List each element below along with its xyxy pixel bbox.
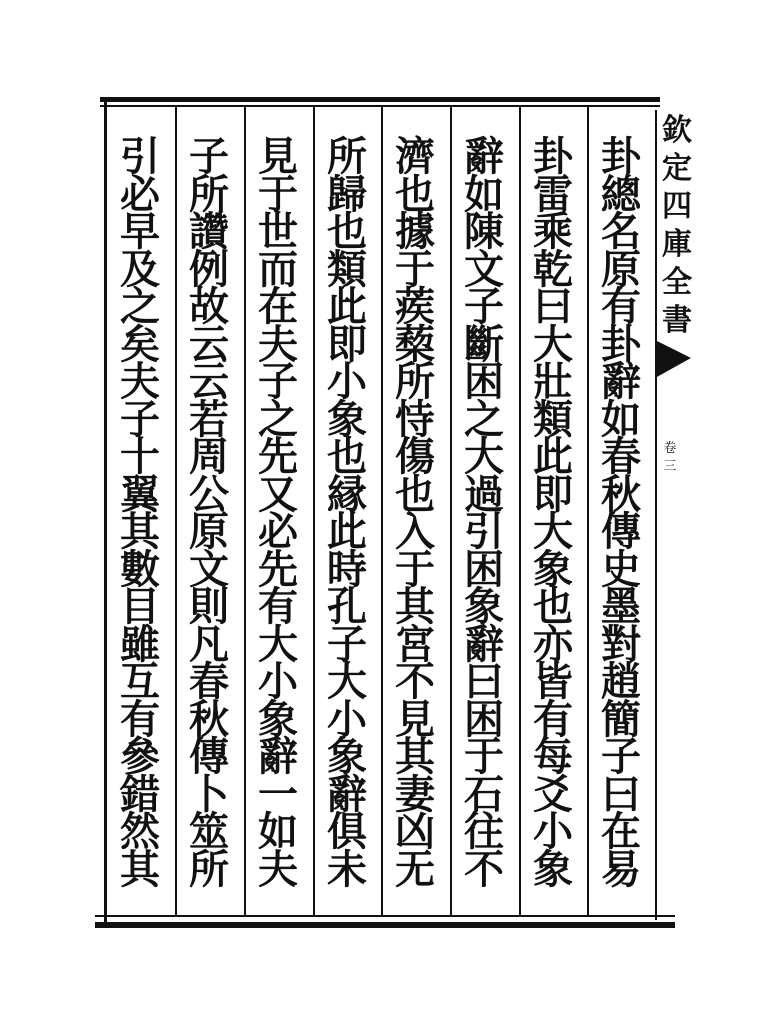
column-character: 也 (327, 208, 367, 255)
column-character: 其 (120, 845, 160, 893)
column-character: 象 (258, 695, 298, 743)
column-character: 夫 (258, 845, 298, 893)
column-character: 也 (327, 433, 367, 480)
column-character: 早 (120, 208, 160, 255)
column-character: 凶 (395, 808, 435, 855)
column-character: 卦 (601, 320, 641, 368)
column-character: 蔾 (395, 320, 435, 368)
column-character: 原 (601, 245, 641, 293)
column-character: 象 (533, 845, 573, 893)
side-title-character: 四 (662, 189, 692, 224)
side-volume-character: 三 (663, 459, 677, 474)
column-character: 辭 (464, 620, 504, 668)
side-title-character: 定 (662, 151, 692, 186)
column-character: 一 (258, 770, 298, 818)
top-border-line (100, 97, 660, 102)
side-book-title (659, 112, 695, 340)
column-character: 所 (327, 133, 367, 180)
column-character: 入 (395, 508, 435, 555)
column-character: 皆 (533, 658, 573, 705)
column-character: 公 (189, 470, 229, 518)
column-character: 先 (258, 433, 298, 480)
column-character: 總 (601, 170, 641, 218)
column-character: 雖 (120, 620, 160, 668)
column-character: 秋 (189, 695, 229, 743)
column-character: 妻 (395, 770, 435, 818)
column-character: 引 (120, 133, 160, 180)
column-character: 凡 (189, 620, 229, 668)
column-character: 大 (533, 320, 573, 368)
column-character: 未 (327, 845, 367, 893)
column-character: 類 (533, 395, 573, 443)
column-character: 之 (258, 395, 298, 443)
column-character: 云 (189, 358, 229, 405)
text-column-1 (588, 133, 654, 918)
column-character: 雷 (533, 170, 573, 218)
column-character: 困 (464, 695, 504, 743)
text-column-8 (107, 133, 173, 918)
side-title-character: 書 (662, 303, 692, 338)
column-character: 必 (120, 170, 160, 218)
column-character: 此 (327, 283, 367, 330)
column-character: 趙 (601, 658, 641, 705)
column-character: 傷 (395, 433, 435, 480)
column-character: 陳 (464, 208, 504, 255)
column-character: 困 (464, 358, 504, 405)
column-character: 互 (120, 658, 160, 705)
text-column-5 (314, 133, 380, 918)
column-character: 所 (189, 170, 229, 218)
column-character: 故 (189, 283, 229, 330)
column-character: 辭 (258, 733, 298, 780)
text-column-4 (382, 133, 448, 918)
column-character: 其 (395, 733, 435, 780)
column-character: 目 (120, 583, 160, 630)
column-character: 壯 (533, 358, 573, 405)
column-character: 乾 (533, 245, 573, 293)
column-character: 對 (601, 620, 641, 668)
column-character: 辭 (464, 133, 504, 180)
outer-right-edge-line (655, 110, 657, 920)
column-character: 所 (189, 845, 229, 893)
column-character: 大 (327, 658, 367, 705)
column-character: 象 (327, 733, 367, 780)
column-character: 易 (601, 845, 641, 893)
column-character: 過 (464, 470, 504, 518)
column-character: 子 (189, 133, 229, 180)
column-character: 亦 (533, 620, 573, 668)
column-character: 類 (327, 245, 367, 293)
column-character: 如 (601, 395, 641, 443)
column-character: 之 (120, 283, 160, 330)
column-character: 爻 (533, 770, 573, 818)
column-character: 縁 (327, 470, 367, 518)
column-character: 俱 (327, 808, 367, 855)
column-character: 史 (601, 545, 641, 593)
column-character: 斷 (464, 320, 504, 368)
column-character: 大 (464, 433, 504, 480)
column-character: 必 (258, 508, 298, 555)
column-character: 例 (189, 245, 229, 293)
column-character: 象 (533, 545, 573, 593)
column-character: 云 (189, 320, 229, 368)
column-character: 引 (464, 508, 504, 555)
column-character: 曰 (601, 770, 641, 818)
column-character: 此 (533, 433, 573, 480)
column-character: 夫 (120, 358, 160, 405)
column-character: 大 (258, 620, 298, 668)
column-character: 困 (464, 545, 504, 593)
column-character: 子 (601, 733, 641, 780)
column-character: 則 (189, 583, 229, 630)
side-volume-character: 卷 (663, 441, 677, 456)
text-column-7 (176, 133, 242, 918)
column-character: 即 (327, 320, 367, 368)
column-character: 參 (120, 733, 160, 780)
column-character: 卦 (601, 133, 641, 180)
fishtail-marker-icon (655, 340, 695, 400)
column-character: 恃 (395, 395, 435, 443)
column-character: 也 (395, 170, 435, 218)
column-character: 在 (258, 283, 298, 330)
column-character: 墨 (601, 583, 641, 630)
column-character: 筮 (189, 808, 229, 855)
column-character: 其 (120, 508, 160, 555)
column-character: 又 (258, 470, 298, 518)
column-character: 曰 (464, 658, 504, 705)
column-character: 十 (120, 433, 160, 480)
text-column-2 (520, 133, 586, 918)
column-character: 曰 (533, 283, 573, 330)
column-character: 先 (258, 545, 298, 593)
column-character: 孔 (327, 583, 367, 630)
column-character: 辭 (327, 770, 367, 818)
column-character: 乘 (533, 208, 573, 255)
column-character: 如 (258, 808, 298, 855)
column-character: 于 (395, 245, 435, 293)
column-character: 春 (189, 658, 229, 705)
column-character: 有 (258, 583, 298, 630)
column-character: 見 (258, 133, 298, 180)
column-character: 據 (395, 208, 435, 255)
column-character: 翼 (120, 470, 160, 518)
column-character: 而 (258, 245, 298, 293)
column-character: 秋 (601, 470, 641, 518)
column-character: 見 (395, 695, 435, 743)
column-character: 即 (533, 470, 573, 518)
column-character: 不 (464, 845, 504, 893)
column-character: 象 (327, 395, 367, 443)
column-character: 若 (189, 395, 229, 443)
column-character: 錯 (120, 770, 160, 818)
side-volume-label (659, 440, 681, 476)
column-character: 夫 (258, 320, 298, 368)
column-character: 也 (533, 583, 573, 630)
column-character: 文 (464, 245, 504, 293)
column-character: 時 (327, 545, 367, 593)
column-character: 大 (533, 508, 573, 555)
column-character: 原 (189, 508, 229, 555)
column-character: 周 (189, 433, 229, 480)
column-character: 讚 (189, 208, 229, 255)
side-title-character: 欽 (662, 113, 692, 148)
column-character: 濟 (395, 133, 435, 180)
column-character: 小 (533, 808, 573, 855)
column-character: 卦 (533, 133, 573, 180)
top-border-line-inner (100, 105, 660, 107)
column-character: 傳 (189, 733, 229, 780)
text-column-3 (451, 133, 517, 918)
column-character: 卜 (189, 770, 229, 818)
column-character: 有 (533, 695, 573, 743)
column-character: 矣 (120, 320, 160, 368)
column-character: 于 (258, 170, 298, 218)
column-character: 之 (464, 395, 504, 443)
column-character: 所 (395, 358, 435, 405)
column-character: 每 (533, 733, 573, 780)
column-character: 象 (464, 583, 504, 630)
side-title-character: 全 (662, 265, 692, 300)
side-title-character: 庫 (662, 227, 692, 262)
bottom-border-line (95, 922, 675, 928)
column-character: 歸 (327, 170, 367, 218)
column-character: 及 (120, 245, 160, 293)
column-character: 簡 (601, 695, 641, 743)
column-character: 數 (120, 545, 160, 593)
column-character: 小 (327, 695, 367, 743)
column-character: 辭 (601, 358, 641, 405)
column-character: 在 (601, 808, 641, 855)
column-character: 傳 (601, 508, 641, 555)
column-character: 有 (601, 283, 641, 330)
column-character: 有 (120, 695, 160, 743)
column-character: 子 (464, 283, 504, 330)
column-character: 名 (601, 208, 641, 255)
column-character: 石 (464, 770, 504, 818)
column-character: 蒺 (395, 283, 435, 330)
column-character: 然 (120, 808, 160, 855)
column-character: 文 (189, 545, 229, 593)
column-character: 其 (395, 583, 435, 630)
column-character: 于 (395, 545, 435, 593)
column-character: 宮 (395, 620, 435, 668)
column-character: 子 (120, 395, 160, 443)
column-character: 小 (327, 358, 367, 405)
column-character: 子 (327, 620, 367, 668)
column-character: 也 (395, 470, 435, 518)
column-character: 小 (258, 658, 298, 705)
column-character: 不 (395, 658, 435, 705)
column-character: 如 (464, 170, 504, 218)
column-character: 于 (464, 733, 504, 780)
column-character: 无 (395, 845, 435, 893)
text-column-6 (245, 133, 311, 918)
column-character: 往 (464, 808, 504, 855)
column-character: 此 (327, 508, 367, 555)
column-character: 世 (258, 208, 298, 255)
column-character: 春 (601, 433, 641, 480)
column-character: 子 (258, 358, 298, 405)
